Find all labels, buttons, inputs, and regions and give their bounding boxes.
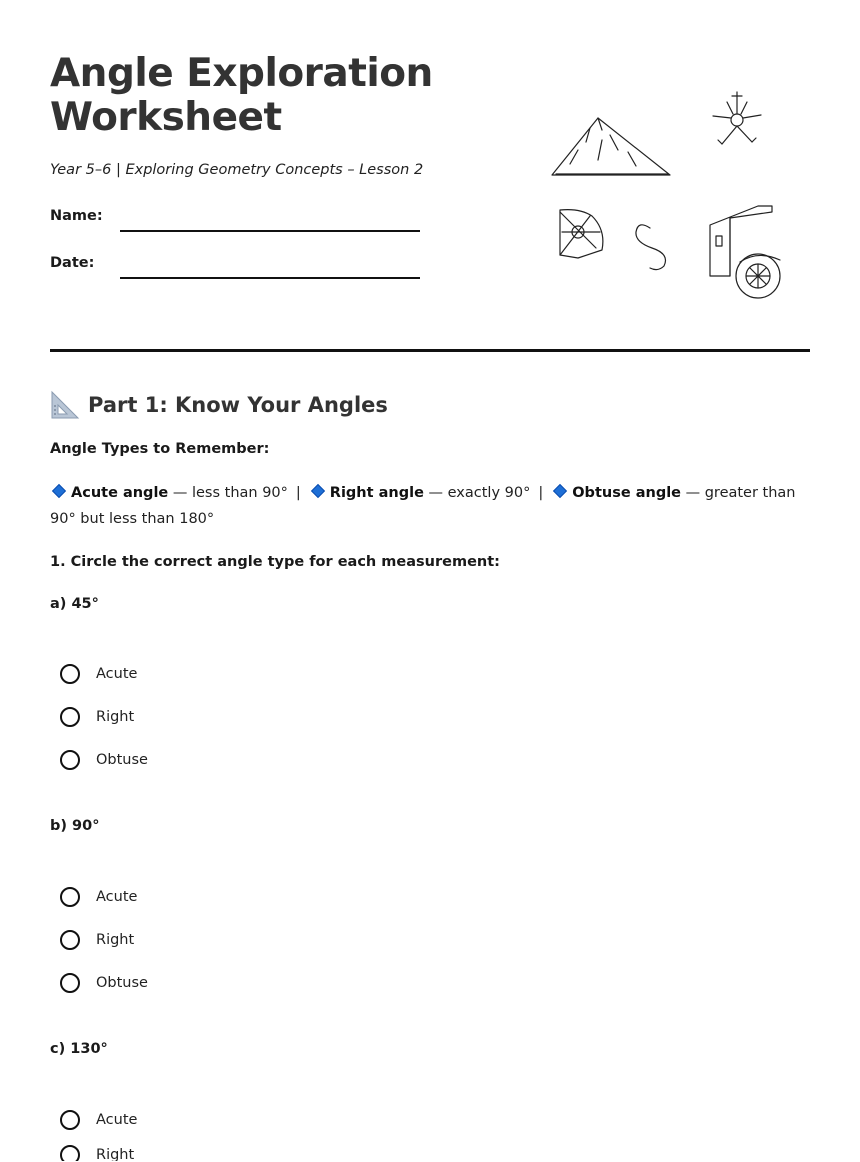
compass-sketch-icon bbox=[713, 92, 761, 144]
name-field[interactable] bbox=[50, 208, 470, 232]
name-label: Name: bbox=[50, 208, 103, 224]
page-subtitle: Year 5–6 | Exploring Geometry Concepts – Lesson 2 bbox=[50, 162, 424, 178]
separator: | bbox=[538, 485, 544, 501]
date-label: Date: bbox=[50, 255, 95, 271]
angle-types-list bbox=[50, 480, 810, 532]
item-b-label: b) 90° bbox=[50, 818, 100, 834]
diamond-bullet-icon bbox=[52, 484, 66, 498]
mountain-sketch-icon bbox=[552, 118, 670, 175]
curve-sketch-icon bbox=[636, 225, 666, 270]
item-c-option-right[interactable]: Right bbox=[60, 1135, 134, 1161]
item-b-option-obtuse[interactable]: Obtuse bbox=[60, 970, 148, 996]
item-a-option-acute[interactable]: Acute bbox=[60, 661, 137, 687]
type-obtuse-name: Obtuse angle bbox=[572, 485, 681, 501]
diamond-bullet-icon bbox=[553, 484, 567, 498]
item-c-option-acute[interactable]: Acute bbox=[60, 1107, 137, 1133]
radio-circle-icon[interactable] bbox=[60, 664, 80, 684]
page-title: Angle Exploration Worksheet bbox=[50, 51, 433, 140]
diamond-bullet-icon bbox=[311, 484, 325, 498]
radio-circle-icon[interactable] bbox=[60, 930, 80, 950]
item-a-option-right[interactable]: Right bbox=[60, 704, 134, 730]
radio-circle-icon[interactable] bbox=[60, 750, 80, 770]
question-1: 1. Circle the correct angle type for each measurement: bbox=[50, 554, 500, 570]
type-right-desc: — exactly 90° bbox=[428, 485, 531, 501]
item-b-option-acute[interactable]: Acute bbox=[60, 884, 137, 910]
type-acute-name: Acute angle bbox=[71, 485, 169, 501]
item-a-label: a) 45° bbox=[50, 596, 99, 612]
radio-circle-icon[interactable] bbox=[60, 1110, 80, 1130]
name-line[interactable] bbox=[120, 230, 420, 232]
separator: | bbox=[295, 485, 301, 501]
geometry-sketches bbox=[540, 80, 790, 310]
part1-heading bbox=[50, 388, 388, 422]
angle-types-heading: Angle Types to Remember: bbox=[50, 441, 270, 457]
header-divider bbox=[50, 349, 810, 352]
set-square-icon bbox=[50, 390, 80, 420]
radio-circle-icon[interactable] bbox=[60, 973, 80, 993]
part1-title: Part 1: Know Your Angles bbox=[88, 393, 388, 417]
item-c-label: c) 130° bbox=[50, 1041, 108, 1057]
date-field[interactable] bbox=[50, 255, 470, 279]
radio-circle-icon[interactable] bbox=[60, 887, 80, 907]
item-a-option-obtuse[interactable]: Obtuse bbox=[60, 747, 148, 773]
protractor-sketch-icon bbox=[560, 210, 603, 258]
item-b-option-right[interactable]: Right bbox=[60, 927, 134, 953]
type-acute-desc: — less than 90° bbox=[172, 485, 288, 501]
type-obtuse-desc: — greater than 90° but less than 180° bbox=[50, 485, 796, 527]
radio-circle-icon[interactable] bbox=[60, 1145, 80, 1161]
type-right-name: Right angle bbox=[329, 485, 424, 501]
radio-circle-icon[interactable] bbox=[60, 707, 80, 727]
date-line[interactable] bbox=[120, 277, 420, 279]
folder-wheel-sketch-icon bbox=[710, 206, 780, 298]
